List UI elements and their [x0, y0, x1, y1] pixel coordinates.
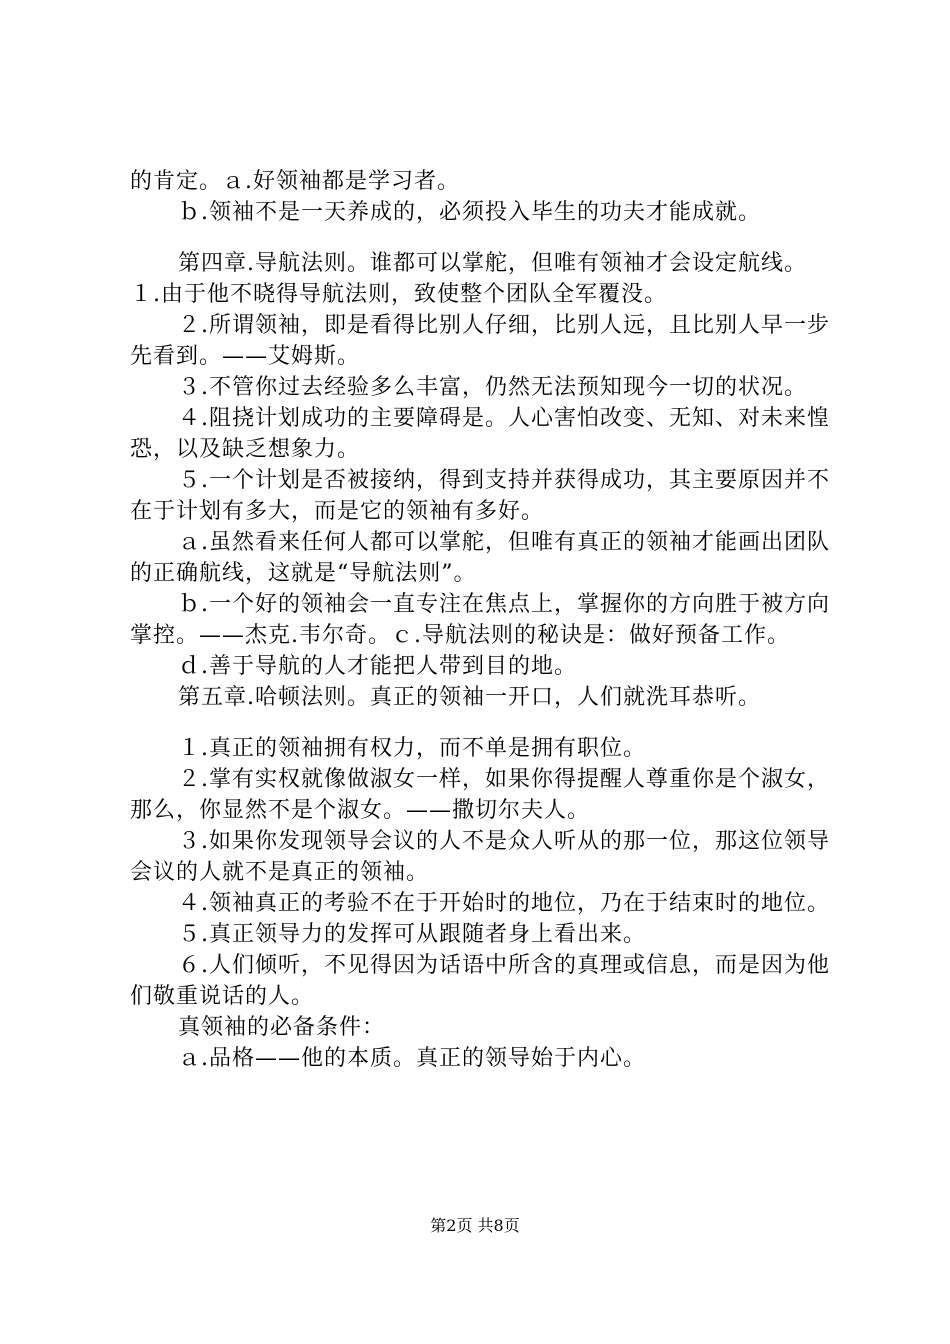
- paragraph-2: ｂ.领袖不是一天养成的，必须投入毕生的功夫才能成就。: [178, 200, 761, 225]
- paragraph-17: ６.人们倾听，不见得因为话语中所含的真理或信息，而是因为他们敬重说话的人。: [130, 953, 830, 1009]
- paragraph-5: ３.不管你过去经验多么丰富，仍然无法预知现今一切的状况。: [178, 375, 807, 400]
- page-footer: 第2页 共8页: [430, 1216, 520, 1235]
- paragraph-15: ４.领袖真正的考验不在于开始时的地位，乃在于结束时的地位。: [178, 891, 830, 916]
- paragraph-9: ｂ.一个好的领袖会一直专注在焦点上，掌握你的方向胜于被方向掌控。——杰克.韦尔奇。ｃ.导航法则的秘诀是：做好预备工作。: [130, 592, 830, 648]
- paragraph-18: 真领袖的必备条件：: [178, 1015, 386, 1040]
- paragraph-gap: [130, 228, 830, 248]
- paragraph-1: 的肯定。ａ.好领袖都是学习者。: [130, 169, 460, 194]
- paragraph-12: １.真正的领袖拥有权力，而不单是拥有职位。: [178, 736, 646, 761]
- paragraph-19: ａ.品格——他的本质。真正的领导始于内心。: [178, 1046, 646, 1071]
- document-body: [130, 166, 830, 1074]
- paragraph-7: ５.一个计划是否被接纳，得到支持并获得成功，其主要原因并不在于计划有多大，而是它的领袖有多好。: [130, 468, 830, 524]
- paragraph-16: ５.真正领导力的发挥可从跟随者身上看出来。: [178, 922, 646, 947]
- paragraph-10: ｄ.善于导航的人才能把人带到目的地。: [178, 654, 577, 679]
- paragraph-gap: [130, 713, 830, 733]
- paragraph-14: ３.如果你发现领导会议的人不是众人听从的那一位，那这位领导会议的人就不是真正的领袖。: [130, 829, 830, 885]
- paragraph-13: ２.掌有实权就像做淑女一样，如果你得提醒人尊重你是个淑女，那么，你显然不是个淑女。——撒切尔夫人。: [130, 767, 830, 823]
- chapter-4-heading: 第四章.导航法则。谁都可以掌舵，但唯有领袖才会设定航线。１.由于他不晓得导航法则，致使整个团队全军覆没。: [130, 251, 807, 307]
- chapter-5-heading: 第五章.哈顿法则。真正的领袖一开口，人们就洗耳恭听。: [178, 685, 761, 710]
- paragraph-6: ４.阻挠计划成功的主要障碍是。人心害怕改变、无知、对未来惶恐，以及缺乏想象力。: [130, 406, 830, 462]
- paragraph-8: ａ.虽然看来任何人都可以掌舵，但唯有真正的领袖才能画出团队的正确航线，这就是“导航法则”。: [130, 530, 830, 586]
- paragraph-4: ２.所谓领袖，即是看得比别人仔细，比别人远，且比别人早一步先看到。——艾姆斯。: [130, 313, 830, 369]
